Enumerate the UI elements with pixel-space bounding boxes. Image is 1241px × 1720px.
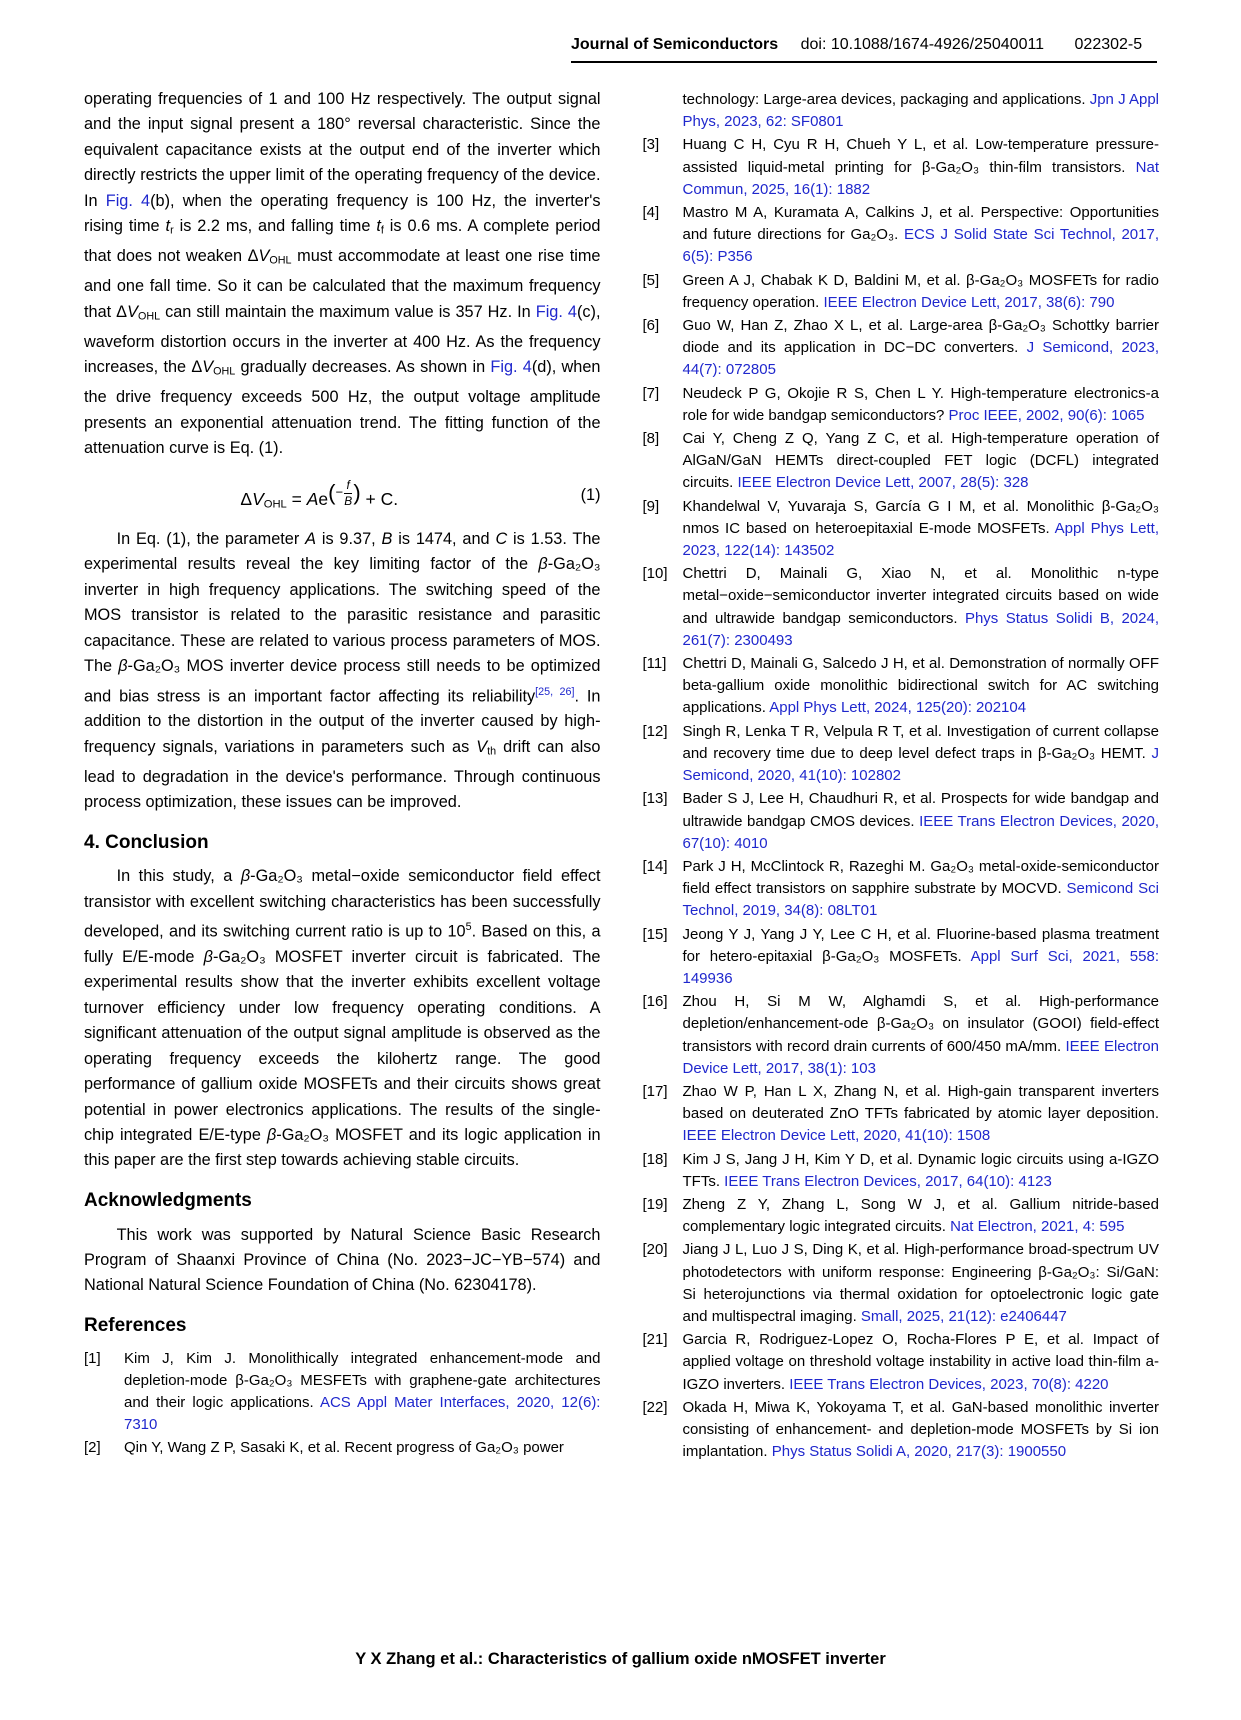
eq-variable: V	[252, 489, 264, 510]
reference-item	[643, 1081, 1160, 1148]
paragraph-frequency-analysis	[84, 87, 601, 461]
text-segment: V	[127, 302, 138, 321]
reference-item	[643, 89, 1160, 133]
reference-body	[683, 924, 1160, 991]
reference-number: [1]	[84, 1349, 101, 1367]
reference-body	[683, 721, 1160, 788]
right-column	[643, 87, 1160, 1464]
text-segment: -Ga₂O₃ inverter in high frequency applications. The switching speed of the MOS transistor is related to the parasitic resistance and parasitic capacitance. These are related to various process parameters of MOS. The	[84, 555, 601, 676]
citation-superscript-link[interactable]: [25, 26]	[535, 685, 575, 698]
section-heading-references: References	[84, 1314, 187, 1336]
references-list-left	[84, 1348, 601, 1460]
reference-item	[643, 1397, 1160, 1464]
eq-fraction	[344, 479, 352, 507]
reference-journal-link[interactable]: Phys Status Solidi A, 2020, 217(3): 1900550	[771, 1443, 1067, 1461]
reference-item	[643, 788, 1160, 855]
text-segment: A	[305, 530, 316, 549]
reference-item	[643, 428, 1160, 495]
reference-body	[683, 991, 1160, 1080]
reference-text: Kim J S, Jang J H, Kim Y D, et al. Dynamic logic circuits using a-IGZO TFTs.	[682, 1150, 1159, 1190]
reference-text: Zhao W P, Han L X, Zhang N, et al. High-gain transparent inverters based on deuterated ZnO TFTs fabricated by atomic layer deposition.	[682, 1082, 1159, 1123]
reference-journal-link[interactable]: IEEE Trans Electron Devices, 2017, 64(10): 4123	[724, 1172, 1052, 1190]
reference-item	[643, 270, 1160, 314]
reference-number: [22]	[642, 1398, 668, 1416]
reference-item	[84, 1437, 601, 1459]
reference-journal-link[interactable]: J Semicond, 2023, 44(7): 072805	[682, 339, 1159, 379]
reference-number: [14]	[642, 857, 668, 875]
reference-number: [13]	[642, 790, 668, 808]
journal-title: Journal of Semiconductors	[571, 36, 779, 53]
reference-body	[683, 89, 1160, 133]
eq-exponent	[328, 479, 361, 507]
text-segment: r	[170, 224, 174, 237]
reference-text: Qin Y, Wang Z P, Sasaki K, et al. Recent progress of Ga₂O₃ power	[124, 1439, 564, 1457]
reference-journal-link[interactable]: Appl Phys Lett, 2024, 125(20): 202104	[769, 699, 1027, 717]
reference-number: [16]	[642, 993, 668, 1011]
reference-body	[683, 856, 1160, 923]
reference-text: Zheng Z Y, Zhang L, Song W J, et al. Gallium nitride-based complementary logic integrated circuits.	[682, 1195, 1159, 1236]
reference-body	[683, 653, 1160, 720]
eq-coefficient: A	[306, 489, 319, 510]
reference-body	[683, 1081, 1160, 1148]
left-column	[84, 87, 601, 1461]
reference-number: [2]	[84, 1439, 101, 1457]
text-segment: -Ga₂O₃ MOSFET and its logic application in this paper are the first step towards achieving stable circuits.	[84, 1125, 601, 1170]
references-list-right	[643, 89, 1160, 1463]
reference-number: [3]	[642, 136, 660, 154]
reference-text: Jiang J L, Luo J S, Ding K, et al. High-performance broad-spectrum UV photodetectors with uniform response: Engineering β-Ga₂O₃: Si/GaN: Si heterojunctions via thermal oxidation for optoelectronic logic gate and multispectral imaging.	[682, 1241, 1159, 1325]
reference-body	[124, 1348, 601, 1437]
reference-body	[683, 383, 1160, 427]
reference-journal-link[interactable]: ECS J Solid State Sci Technol, 2017, 6(5): P356	[682, 226, 1159, 266]
reference-item	[643, 563, 1160, 652]
reference-journal-link[interactable]: Appl Phys Lett, 2023, 122(14): 143502	[682, 519, 1159, 560]
reference-text: Cai Y, Cheng Z Q, Yang Z C, et al. High-temperature operation of AlGaN/GaN HEMTs direct-coupled FET logic (DCFL) integrated circuits.	[682, 430, 1159, 492]
reference-body	[683, 788, 1160, 855]
text-segment: β	[266, 1125, 277, 1144]
text-segment: can still maintain the maximum value is 357 Hz. In	[160, 302, 536, 321]
reference-body	[683, 270, 1160, 314]
reference-item	[643, 315, 1160, 382]
reference-item	[643, 856, 1160, 923]
reference-number: [8]	[642, 430, 660, 448]
text-segment: β	[240, 867, 251, 886]
eq-minus: −	[335, 484, 344, 500]
reference-body	[683, 1194, 1160, 1238]
reference-journal-link[interactable]: ACS Appl Mater Interfaces, 2020, 12(6): 7310	[124, 1393, 601, 1434]
doi-text: doi: 10.1088/1674-4926/25040011	[800, 36, 1045, 53]
reference-item	[643, 991, 1160, 1080]
reference-number: [19]	[642, 1195, 668, 1213]
reference-body	[683, 202, 1160, 269]
reference-number: [11]	[642, 655, 667, 673]
text-segment: In Eq. (1), the parameter	[116, 530, 306, 549]
reference-body	[683, 1397, 1160, 1464]
figure-reference-link[interactable]: Fig. 4	[535, 302, 577, 321]
paragraph-conclusion	[84, 864, 601, 1173]
section-heading-conclusion: 4. Conclusion	[84, 831, 209, 853]
figure-reference-link[interactable]: Fig. 4	[105, 191, 151, 210]
reference-text: Zhou H, Si M W, Alghamdi S, et al. High-performance depletion/enhancement-ode β-Ga₂O₃ on insulator (GOOI) field-effect transistors with record drain currents of 600/450 mA/mm.	[682, 993, 1159, 1055]
reference-body	[683, 1239, 1160, 1328]
text-segment: gradually decreases. As shown in	[235, 358, 491, 377]
eq-close-paren: )	[353, 480, 361, 506]
reference-text: technology: Large-area devices, packaging and applications.	[682, 91, 1090, 108]
reference-body	[683, 563, 1160, 652]
reference-text: Mastro M A, Kuramata A, Calkins J, et al. Perspective: Opportunities and future directions for Ga₂O₃.	[682, 204, 1159, 244]
eq-equals: =	[286, 489, 307, 510]
reference-journal-link[interactable]: IEEE Electron Device Lett, 2017, 38(6): 790	[823, 293, 1115, 311]
reference-number: [10]	[642, 565, 668, 583]
reference-journal-link[interactable]: Phys Status Solidi B, 2024, 261(7): 2300493	[682, 609, 1159, 649]
reference-journal-link[interactable]: IEEE Electron Device Lett, 2017, 38(1): 103	[682, 1037, 1159, 1077]
reference-text: Guo W, Han Z, Zhao X L, et al. Large-area β-Ga₂O₃ Schottky barrier diode and its application in DC−DC converters.	[682, 317, 1159, 357]
text-segment: drift can also lead to degradation in the device's performance. Through continuous process optimization, these issues can be improved.	[84, 737, 601, 812]
figure-reference-link[interactable]: Fig. 4	[490, 358, 532, 377]
reference-number: [7]	[642, 384, 660, 402]
reference-number: [6]	[642, 317, 660, 335]
text-segment: V	[476, 737, 488, 756]
text-segment: th	[487, 745, 497, 758]
reference-body	[683, 496, 1160, 563]
text-segment: must accommodate at least one rise time and one fall time. So it can be calculated that the maximum frequency that Δ	[84, 247, 601, 321]
text-segment: is 1474, and	[392, 530, 496, 549]
reference-text: Chettri D, Mainali G, Salcedo J H, et al. Demonstration of normally OFF beta-gallium oxide monolithic bidirectional switch for AC switching applications.	[682, 655, 1159, 717]
reference-text: Kim J, Kim J. Monolithically integrated enhancement-mode and depletion-mode β-Ga₂O₃ MESFETs with graphene-gate architectures and their logic applications.	[124, 1349, 601, 1411]
equation-1	[84, 479, 601, 511]
equation-number: (1)	[580, 485, 601, 504]
reference-journal-link[interactable]: Proc IEEE, 2002, 90(6): 1065	[948, 406, 1145, 424]
eq-delta: Δ	[240, 489, 253, 510]
reference-body	[683, 428, 1160, 495]
reference-body	[683, 315, 1160, 382]
text-segment: . In addition to the distortion in the output of the inverter caused by high-frequency signals, variations in parameters such as	[84, 686, 601, 756]
reference-body	[683, 1149, 1160, 1193]
reference-journal-link[interactable]: IEEE Electron Device Lett, 2007, 28(5): 328	[737, 474, 1029, 492]
text-segment: is 2.2 ms, and falling time	[173, 217, 377, 236]
page-number: 022302-5	[1074, 36, 1143, 53]
paragraph-equation-discussion	[84, 527, 601, 816]
text-segment: . Based on this, a fully E/E-mode	[84, 922, 601, 967]
text-segment: operating frequencies of 1 and 100 Hz respectively. The output signal and the input signal present a 180° reversal characteristic. Since the equivalent capacitance exists at the output end of the inverter which directly restricts the upper limit of the operating frequency of the device. In	[84, 90, 601, 210]
text-segment: is 9.37,	[315, 530, 382, 549]
text-segment: β	[203, 948, 213, 967]
text-segment: t	[376, 217, 381, 236]
reference-item	[643, 134, 1160, 201]
reference-item	[643, 1149, 1160, 1193]
eq-subscript: OHL	[263, 499, 287, 512]
reference-number: [21]	[642, 1331, 668, 1349]
text-segment: (d), when the drive frequency exceeds 500 Hz, the output voltage amplitude presents an exponential attenuation trend. The fitting function of the attenuation curve is Eq. (1).	[84, 358, 601, 458]
reference-journal-link[interactable]: IEEE Trans Electron Devices, 2023, 70(8): 4220	[789, 1375, 1109, 1393]
reference-number: [12]	[642, 722, 668, 740]
text-segment: In this study, a	[116, 867, 241, 886]
reference-number: [18]	[642, 1150, 668, 1168]
reference-body	[124, 1437, 601, 1459]
running-footer: Y X Zhang et al.: Characteristics of gallium oxide nMOSFET inverter	[355, 1650, 886, 1668]
text-segment: t	[165, 217, 171, 236]
reference-item	[643, 1239, 1160, 1328]
text-segment: (b), when the operating frequency is 100 Hz, the inverter's rising time	[84, 191, 601, 236]
text-segment: f	[380, 224, 384, 237]
text-segment: C	[495, 530, 508, 549]
text-segment: -Ga₂O₃ MOS inverter device process still needs to be optimized and bias stress is an important factor affecting its reliability	[84, 657, 601, 705]
reference-text: Huang C H, Cyu R H, Chueh Y L, et al. Low-temperature pressure-assisted liquid-metal printing for β-Ga₂O₃ thin-film transistors.	[682, 136, 1159, 176]
reference-journal-link[interactable]: Jpn J Appl Phys, 2023, 62: SF0801	[682, 91, 1160, 131]
reference-journal-link[interactable]: Semicond Sci Technol, 2019, 34(8): 08LT01	[682, 880, 1159, 920]
reference-text: Green A J, Chabak K D, Baldini M, et al. β-Ga₂O₃ MOSFETs for radio frequency operation.	[682, 271, 1159, 311]
reference-text: Neudeck P G, Okojie R S, Chen L Y. High-temperature electronics-a role for wide bandgap semiconductors?	[682, 384, 1159, 424]
reference-journal-link[interactable]: Nat Electron, 2021, 4: 595	[950, 1218, 1125, 1236]
reference-text: Jeong Y J, Yang J Y, Lee C H, et al. Fluorine-based plasma treatment for hetero-epitaxial β-Ga₂O₃ MOSFETs.	[682, 925, 1159, 965]
reference-text: Khandelwal V, Yuvaraja S, García G I M, et al. Monolithic β-Ga₂O₃ nmos IC based on heteroepitaxial E-mode MOSFETs.	[682, 497, 1159, 537]
reference-journal-link[interactable]: IEEE Electron Device Lett, 2020, 41(10): 1508	[682, 1127, 991, 1145]
text-segment: V	[202, 358, 214, 377]
text-segment: OHL	[137, 310, 161, 323]
two-column-layout	[0, 63, 1241, 1464]
reference-text: Bader S J, Lee H, Chaudhuri R, et al. Prospects for wide bandgap and ultrawide bandgap CMOS devices.	[682, 790, 1159, 830]
reference-number: [17]	[642, 1082, 668, 1100]
reference-item	[643, 202, 1160, 269]
reference-text: Chettri D, Mainali G, Xiao N, et al. Monolithic n-type metal−oxide−semiconductor inverter integrated circuits based on wide and ultrawide bandgap semiconductors.	[682, 565, 1159, 627]
text-segment: β	[538, 555, 548, 574]
text-segment: -Ga₂O₃ MOSFET inverter circuit is fabricated. The experimental results show that the inverter exhibits excellent voltage turnover efficiency under low frequency operating conditions. A significant attenuation of the output signal amplitude is observed as the operating frequency exceeds the kilohertz range. The good performance of gallium oxide MOSFETs and their circuits shows great potential in power electronics applications. The results of the single-chip integrated E/E-type	[84, 948, 601, 1144]
eq-exp-base: e	[318, 489, 329, 510]
reference-text: Singh R, Lenka T R, Velpula R T, et al. Investigation of current collapse and recovery time due to deep level defect traps in β-Ga₂O₃ HEMT.	[682, 722, 1159, 762]
reference-journal-link[interactable]: J Semicond, 2020, 41(10): 102802	[682, 744, 1159, 785]
text-segment: B	[381, 530, 393, 549]
reference-text: Park J H, McClintock R, Razeghi M. Ga₂O₃ metal-oxide-semiconductor field effect transistors on sapphire substrate by MOCVD.	[682, 857, 1159, 898]
reference-text: Okada H, Miwa K, Yokoyama T, et al. GaN-based monolithic inverter consisting of enhancement- and depletion-mode MOSFETs by Si ion implantation.	[682, 1398, 1159, 1461]
text-segment: is 1.53. The experimental results reveal the key limiting factor of the	[84, 530, 601, 574]
reference-number	[643, 89, 683, 133]
eq-denominator: B	[344, 493, 353, 508]
eq-tail: + C.	[360, 489, 399, 510]
reference-number: [4]	[642, 204, 660, 222]
reference-number: [5]	[642, 271, 660, 289]
reference-number: [9]	[642, 497, 660, 515]
reference-item	[643, 924, 1160, 991]
text-segment: -Ga₂O₃ metal−oxide semiconductor field effect transistor with excellent switching characteristics has been successfully developed, and its switching current ratio is up to 10	[84, 867, 601, 941]
equation-expression	[84, 479, 555, 511]
eq-numerator: f	[344, 479, 352, 494]
reference-item	[84, 1348, 601, 1437]
text-segment: β	[118, 657, 128, 676]
reference-item	[643, 1329, 1160, 1396]
reference-item	[643, 653, 1160, 720]
reference-item	[643, 383, 1160, 427]
text-segment: (c), waveform distortion occurs in the inverter at 400 Hz. As the frequency increases, the Δ	[84, 302, 601, 377]
text-segment: OHL	[213, 365, 236, 378]
paragraph-acknowledgments: This work was supported by Natural Science Basic Research Program of Shaanxi Province of China (No. 2023−JC−YB−574) and National Natural Science Foundation of China (No. 62304178).	[84, 1225, 601, 1295]
reference-journal-link[interactable]: Nat Commun, 2025, 16(1): 1882	[682, 158, 1159, 198]
reference-number: [15]	[642, 925, 668, 943]
reference-journal-link[interactable]: IEEE Trans Electron Devices, 2020, 67(10): 4010	[682, 812, 1160, 852]
text-segment: is 0.6 ms. A complete period that does not weaken Δ	[84, 217, 601, 266]
eq-open-paren: (	[328, 480, 336, 506]
page-header	[571, 36, 1157, 63]
reference-number: [20]	[642, 1241, 668, 1259]
reference-item	[643, 496, 1160, 563]
text-segment: 5	[465, 921, 472, 934]
reference-text: Garcia R, Rodriguez-Lopez O, Rocha-Flores P E, et al. Impact of applied voltage on threshold voltage instability in active load thin-film a-IGZO inverters.	[682, 1331, 1159, 1393]
reference-journal-link[interactable]: Small, 2025, 21(12): e2406447	[860, 1307, 1067, 1325]
text-segment: V	[258, 247, 270, 266]
reference-item	[643, 721, 1160, 788]
reference-body	[683, 134, 1160, 201]
text-segment: OHL	[269, 254, 292, 267]
reference-body	[683, 1329, 1160, 1396]
section-heading-acknowledgments: Acknowledgments	[84, 1189, 252, 1211]
reference-item	[643, 1194, 1160, 1238]
reference-journal-link[interactable]: Appl Surf Sci, 2021, 558: 149936	[682, 947, 1159, 987]
